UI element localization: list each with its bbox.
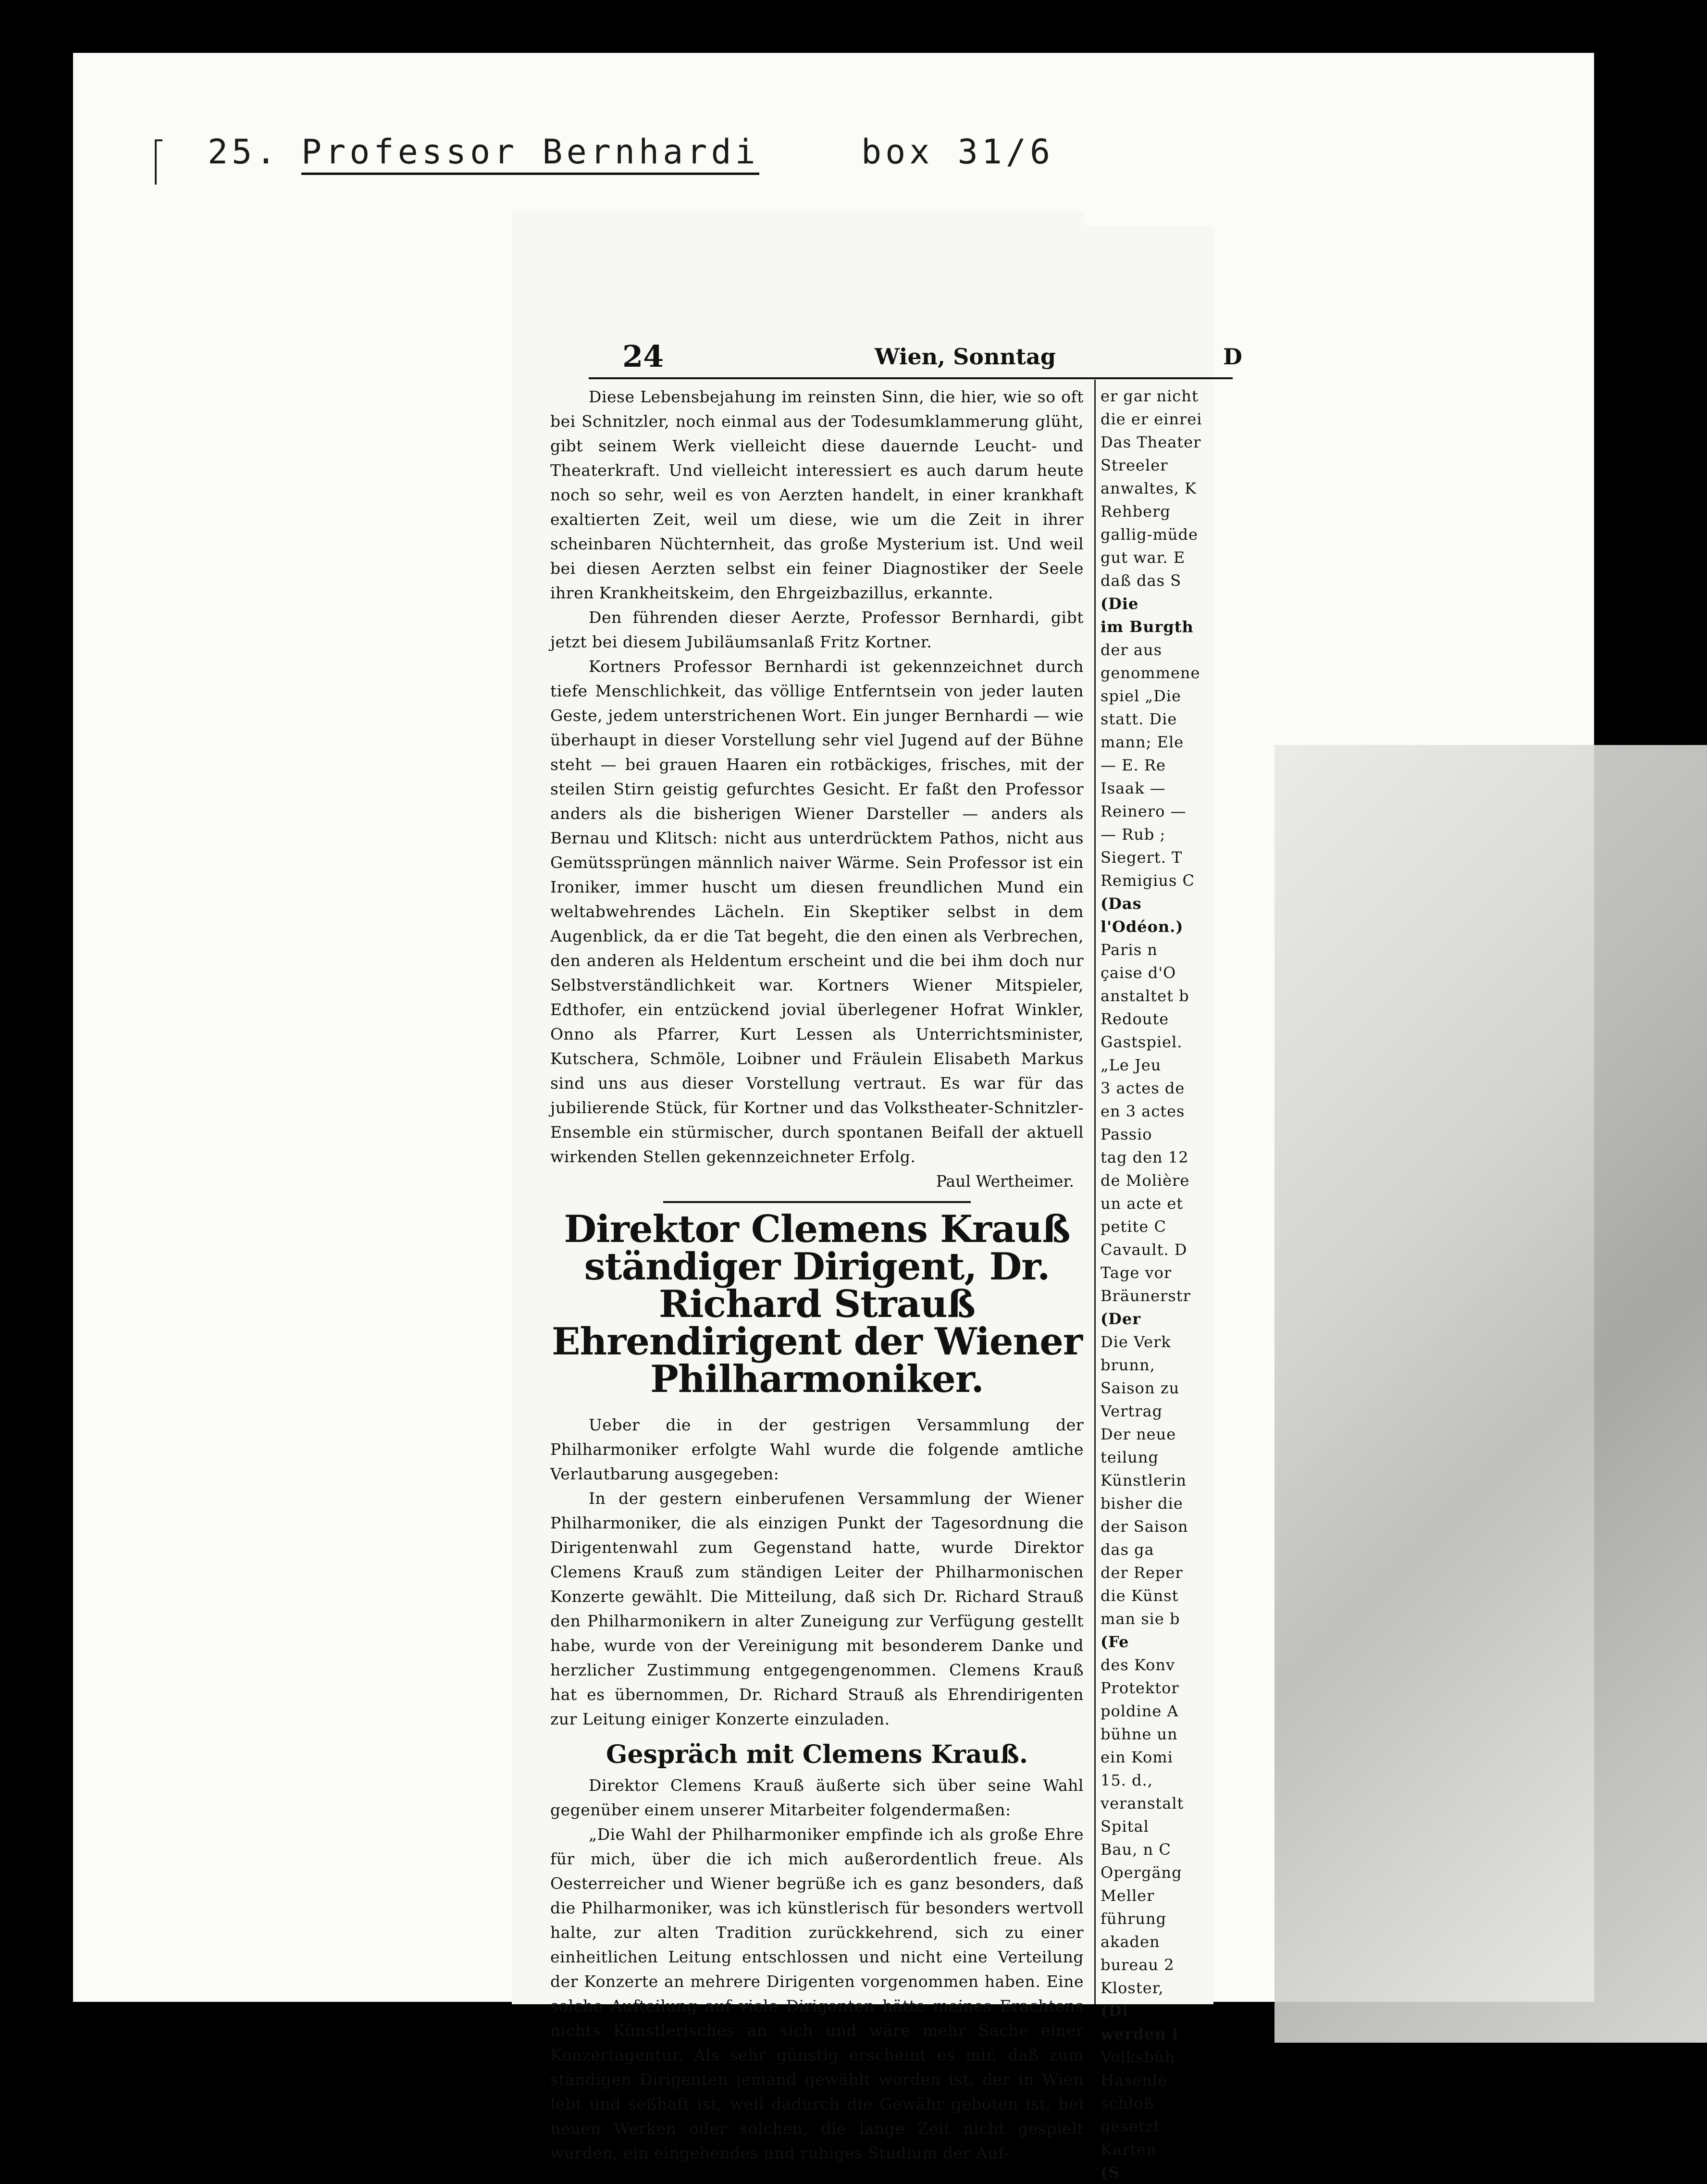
page-number: 24 xyxy=(622,339,664,374)
side-column-line: Künstlerin xyxy=(1101,1471,1187,1489)
side-column-line: der Saison xyxy=(1101,1517,1188,1536)
side-column-line: anwaltes, K xyxy=(1101,479,1197,497)
side-column-line: mann; Ele xyxy=(1101,733,1184,751)
header-rule xyxy=(589,377,1233,379)
box-label-number: 25. xyxy=(208,132,280,172)
side-column-line: (Der xyxy=(1101,1310,1141,1328)
side-column-line: 3 actes de xyxy=(1101,1079,1185,1097)
side-column-line: der aus xyxy=(1101,641,1162,659)
side-column-line: (Di xyxy=(1101,2002,1129,2020)
side-column-line: die Künst xyxy=(1101,1587,1179,1605)
side-column-line: de Molière xyxy=(1101,1171,1190,1190)
side-column-line: bühne un xyxy=(1101,1725,1178,1743)
box-label-title: Professor Bernhardi xyxy=(301,132,759,175)
side-column-line: Gastspiel. xyxy=(1101,1033,1183,1051)
side-column-line: bureau 2 xyxy=(1101,1956,1175,1974)
side-column-line: Volksbüh xyxy=(1101,2048,1175,2066)
article2-paragraph: Direktor Clemens Krauß äußerte sich über seine Wahl gegenüber einem unserer Mitarbeiter folgendermaßen: xyxy=(550,1776,1084,1819)
side-column-line: schloß xyxy=(1101,2094,1154,2112)
side-column-line: teilung xyxy=(1101,1448,1159,1466)
article2-paragraph: Ueber die in der gestrigen Versammlung der Philharmoniker erfolgte Wahl wurde die folgende amtliche Verlautbarung ausgegeben: xyxy=(550,1415,1084,1483)
side-column-line: Karten xyxy=(1101,2140,1157,2159)
side-column-line: Das Theater xyxy=(1101,433,1201,451)
side-column-line: das ga xyxy=(1101,1540,1154,1559)
corner-mark xyxy=(155,139,162,185)
newspaper-clipping xyxy=(512,211,1242,2182)
side-column-line: (Die xyxy=(1101,595,1139,613)
side-column-line: Spital xyxy=(1101,1817,1149,1836)
side-column-line: Protektor xyxy=(1101,1679,1179,1697)
side-column-line: Hasenle xyxy=(1101,2071,1168,2089)
side-column-line: Der neue xyxy=(1101,1425,1176,1443)
torn-edge xyxy=(1084,211,1213,226)
side-column-line: ein Komi xyxy=(1101,1748,1173,1766)
side-column-line: Isaak — xyxy=(1101,779,1166,797)
side-column-line: — E. Re xyxy=(1101,756,1166,774)
side-column-line: — Rub ; xyxy=(1101,825,1166,844)
side-column-line: der Reper xyxy=(1101,1564,1183,1582)
side-column-line: anstaltet b xyxy=(1101,987,1189,1005)
side-column-line: man sie b xyxy=(1101,1610,1180,1628)
article-separator xyxy=(663,1201,971,1203)
side-column-line: Die Verk xyxy=(1101,1333,1171,1351)
side-column-line: veranstalt xyxy=(1101,1794,1184,1812)
article2-paragraph: In der gestern einberufenen Versammlung der Wiener Philharmoniker, die als einzigen Punkt der Tagesordnung die Dirigentenwahl zum Gegenstand hatte, wurde Direktor Clemens Krauß zum ständigen Leiter der Philharmonischen Konzerte gewählt. Die Mitteilung, daß sich Dr. Richard Strauß den Philharmonikern in alter Zuneigung zur Verfügung gestellt habe, wurde von der Vereinigung mit besonderem Danke und herzlicher Zustimmung entgegengenommen. Clemens Krauß hat es übernommen, Dr. Richard Strauß als Ehrendirigenten zur Leitung einiger Konzerte einzuladen. xyxy=(550,1489,1084,1728)
side-column-line: Bau, n C xyxy=(1101,1840,1171,1859)
side-column-line: gesetzt xyxy=(1101,2117,1161,2135)
side-column-line: statt. Die xyxy=(1101,710,1177,728)
article1-paragraph: Den führenden dieser Aerzte, Professor Bernhardi, gibt jetzt bei diesem Jubiläumsanlaß Fritz Kortner. xyxy=(550,608,1084,651)
side-column-line: „Le Jeu xyxy=(1101,1056,1162,1074)
side-column-line: führung xyxy=(1101,1910,1167,1928)
column-rule xyxy=(1094,380,1096,2004)
side-column-line: daß das S xyxy=(1101,571,1182,590)
side-column-line: Remigius C xyxy=(1101,871,1195,890)
main-column xyxy=(550,385,1084,2165)
side-column-line: Cavault. D xyxy=(1101,1241,1187,1259)
article1-paragraph: Kortners Professor Bernhardi ist gekennzeichnet durch tiefe Menschlichkeit, das völlige Entferntsein von jeder lauten Geste, jedem unterstrichenen Wort. Ein junger Bernhardi — wie überhaupt in dieser Vorstellung sehr viel Jugend auf der Bühne steht — bei grauen Haaren ein rotbäckiges, frisches, mit der steilen Stirn geistig gefurchtes Gesicht. Er faßt den Professor anders als die bisherigen Wiener Darsteller — anders als Bernau und Klitsch: nicht aus unterdrücktem Pathos, nicht aus Gemütssprüngen männlich naiver Wärme. Sein Professor ist ein Ironiker, immer huscht um diesen freundlichen Mund ein weltabwehrendes Lächeln. Ein Skeptiker selbst in dem Augenblick, da er die Tat begeht, die den einen als Verbrechen, den anderen als Heldentum erscheint und die bei ihm doch nur Selbstverständlichkeit war. Kortners Wiener Mitspieler, Edthofer, ein entzückend jovial überlegener Hofrat Winkler, Onno als Pfarrer, Kurt Lessen als Unterrichtsminister, Kutschera, Schmöle, Loibner und Fräulein Elisabeth Markus sind uns aus dieser Vorstellung vertraut. Es war für das jubilierende Stück, für Kortner und das Volkstheater-Schnitzler-Ensemble ein stürmischer, durch spontanen Beifall der aktuell wirkenden Stellen gekennzeichneter Erfolg. xyxy=(550,657,1084,1166)
side-column-line: akaden xyxy=(1101,1933,1160,1951)
side-column-line: l'Odéon.) xyxy=(1101,918,1184,936)
side-column-line: Passio xyxy=(1101,1125,1152,1143)
page-letter: D xyxy=(1223,344,1242,370)
side-column-line: Meller xyxy=(1101,1886,1155,1905)
side-column-line: im Burgth xyxy=(1101,618,1194,636)
page-date: Wien, Sonntag xyxy=(875,344,1056,370)
article2-headline: Direktor Clemens Krauß ständiger Dirigent, Dr. Richard Strauß Ehrendirigent der Wiener Philharmoniker. xyxy=(552,1207,1082,1401)
scan-shadow xyxy=(1274,745,1707,2043)
article2-paragraph: „Die Wahl der Philharmoniker empfinde ich als große Ehre für mich, über die ich mich außerordentlich freue. Als Oesterreicher und Wiener begrüße ich es ganz besonders, daß die Philharmoniker, was ich künstlerisch für besonders wertvoll halte, zur alten Tradition zurückkehrend, sich zu einer einheitlichen Leitung entschlossen und nicht eine Verteilung der Konzerte an mehrere Dirigenten vorgenommen haben. Eine solche Aufteilung auf viele Dirigenten hätte meines Erachtens nichts Künstlerisches an sich und wäre mehr Sache einer Konzertagentur. Als sehr günstig erscheint es mir, daß zum ständigen Dirigenten jemand gewählt worden ist, der in Wien lebt und seßhaft ist, weil dadurch die Gewähr geboten ist, bei neuen Werken oder solchen, die lange Zeit nicht gespielt wurden, ein eingehendes und ruhiges Studium der Auf- xyxy=(550,1825,1084,2162)
article2-subhead: Gespräch mit Clemens Krauß. xyxy=(606,1740,1028,1769)
side-column-line: poldine A xyxy=(1101,1702,1179,1720)
side-column-line: 15. d., xyxy=(1101,1771,1153,1789)
side-column-line: Kloster, xyxy=(1101,1979,1164,1997)
side-column-line: des Konv xyxy=(1101,1656,1175,1674)
side-column-line: petite C xyxy=(1101,1217,1166,1236)
newspaper-header xyxy=(591,339,1242,380)
side-column-line: Redoute xyxy=(1101,1010,1169,1028)
side-column-line: tag den 12 xyxy=(1101,1148,1189,1166)
side-column-line: Saison zu xyxy=(1101,1379,1180,1397)
side-column-line: gallig-müde xyxy=(1101,525,1198,544)
side-column-line: (S xyxy=(1101,2163,1120,2182)
side-column-line: en 3 actes xyxy=(1101,1102,1185,1120)
side-column-line: spiel „Die xyxy=(1101,687,1181,705)
side-column-line: Streeler xyxy=(1101,456,1168,474)
side-column-line: (Das xyxy=(1101,894,1142,913)
side-column-line: die er einrei xyxy=(1101,410,1202,428)
side-column-line: Rehberg xyxy=(1101,502,1171,521)
side-column-line: Tage vor xyxy=(1101,1264,1172,1282)
article1-paragraph: Diese Lebensbejahung im reinsten Sinn, die hier, wie so oft bei Schnitzler, noch einmal aus der Todesumklammerung glüht, gibt seinem Werk vielleicht diese dauernde Leucht- und Theaterkraft. Und vielleicht interessiert es auch darum heute noch so sehr, weil es von Aerzten handelt, in einer krankhaft exaltierten Zeit, weil um diese, wie um die Zeit in ihrer scheinbaren Nüchternheit, das große Mysterium ist. Und weil bei diesen Aerzten selbst ein feiner Diagnostiker der Seele ihren Krankheitskeim, den Ehrgeizbazillus, erkannte. xyxy=(550,387,1084,602)
side-column-line: werden i xyxy=(1101,2025,1179,2043)
side-column-line: bisher die xyxy=(1101,1494,1183,1513)
side-column-line: Siegert. T xyxy=(1101,848,1183,867)
side-column-line: brunn, xyxy=(1101,1356,1155,1374)
side-column-line: er gar nicht xyxy=(1101,387,1199,405)
box-label-reference: box 31/6 xyxy=(861,132,1054,172)
side-column-line: gut war. E xyxy=(1101,548,1186,567)
side-column-line: genommene xyxy=(1101,664,1200,682)
side-column-line: Reinero — xyxy=(1101,802,1187,820)
side-column-line: un acte et xyxy=(1101,1194,1184,1213)
side-column xyxy=(1101,385,1213,2184)
box-label xyxy=(208,132,1169,180)
side-column-line: Opergäng xyxy=(1101,1863,1182,1882)
side-column-line: Vertrag xyxy=(1101,1402,1163,1420)
side-column-line: Bräunerstr xyxy=(1101,1287,1191,1305)
side-column-line: (Fe xyxy=(1101,1633,1129,1651)
article1-byline: Paul Wertheimer. xyxy=(936,1172,1074,1191)
side-column-line: Paris n xyxy=(1101,941,1158,959)
side-column-line: çaise d'O xyxy=(1101,964,1176,982)
